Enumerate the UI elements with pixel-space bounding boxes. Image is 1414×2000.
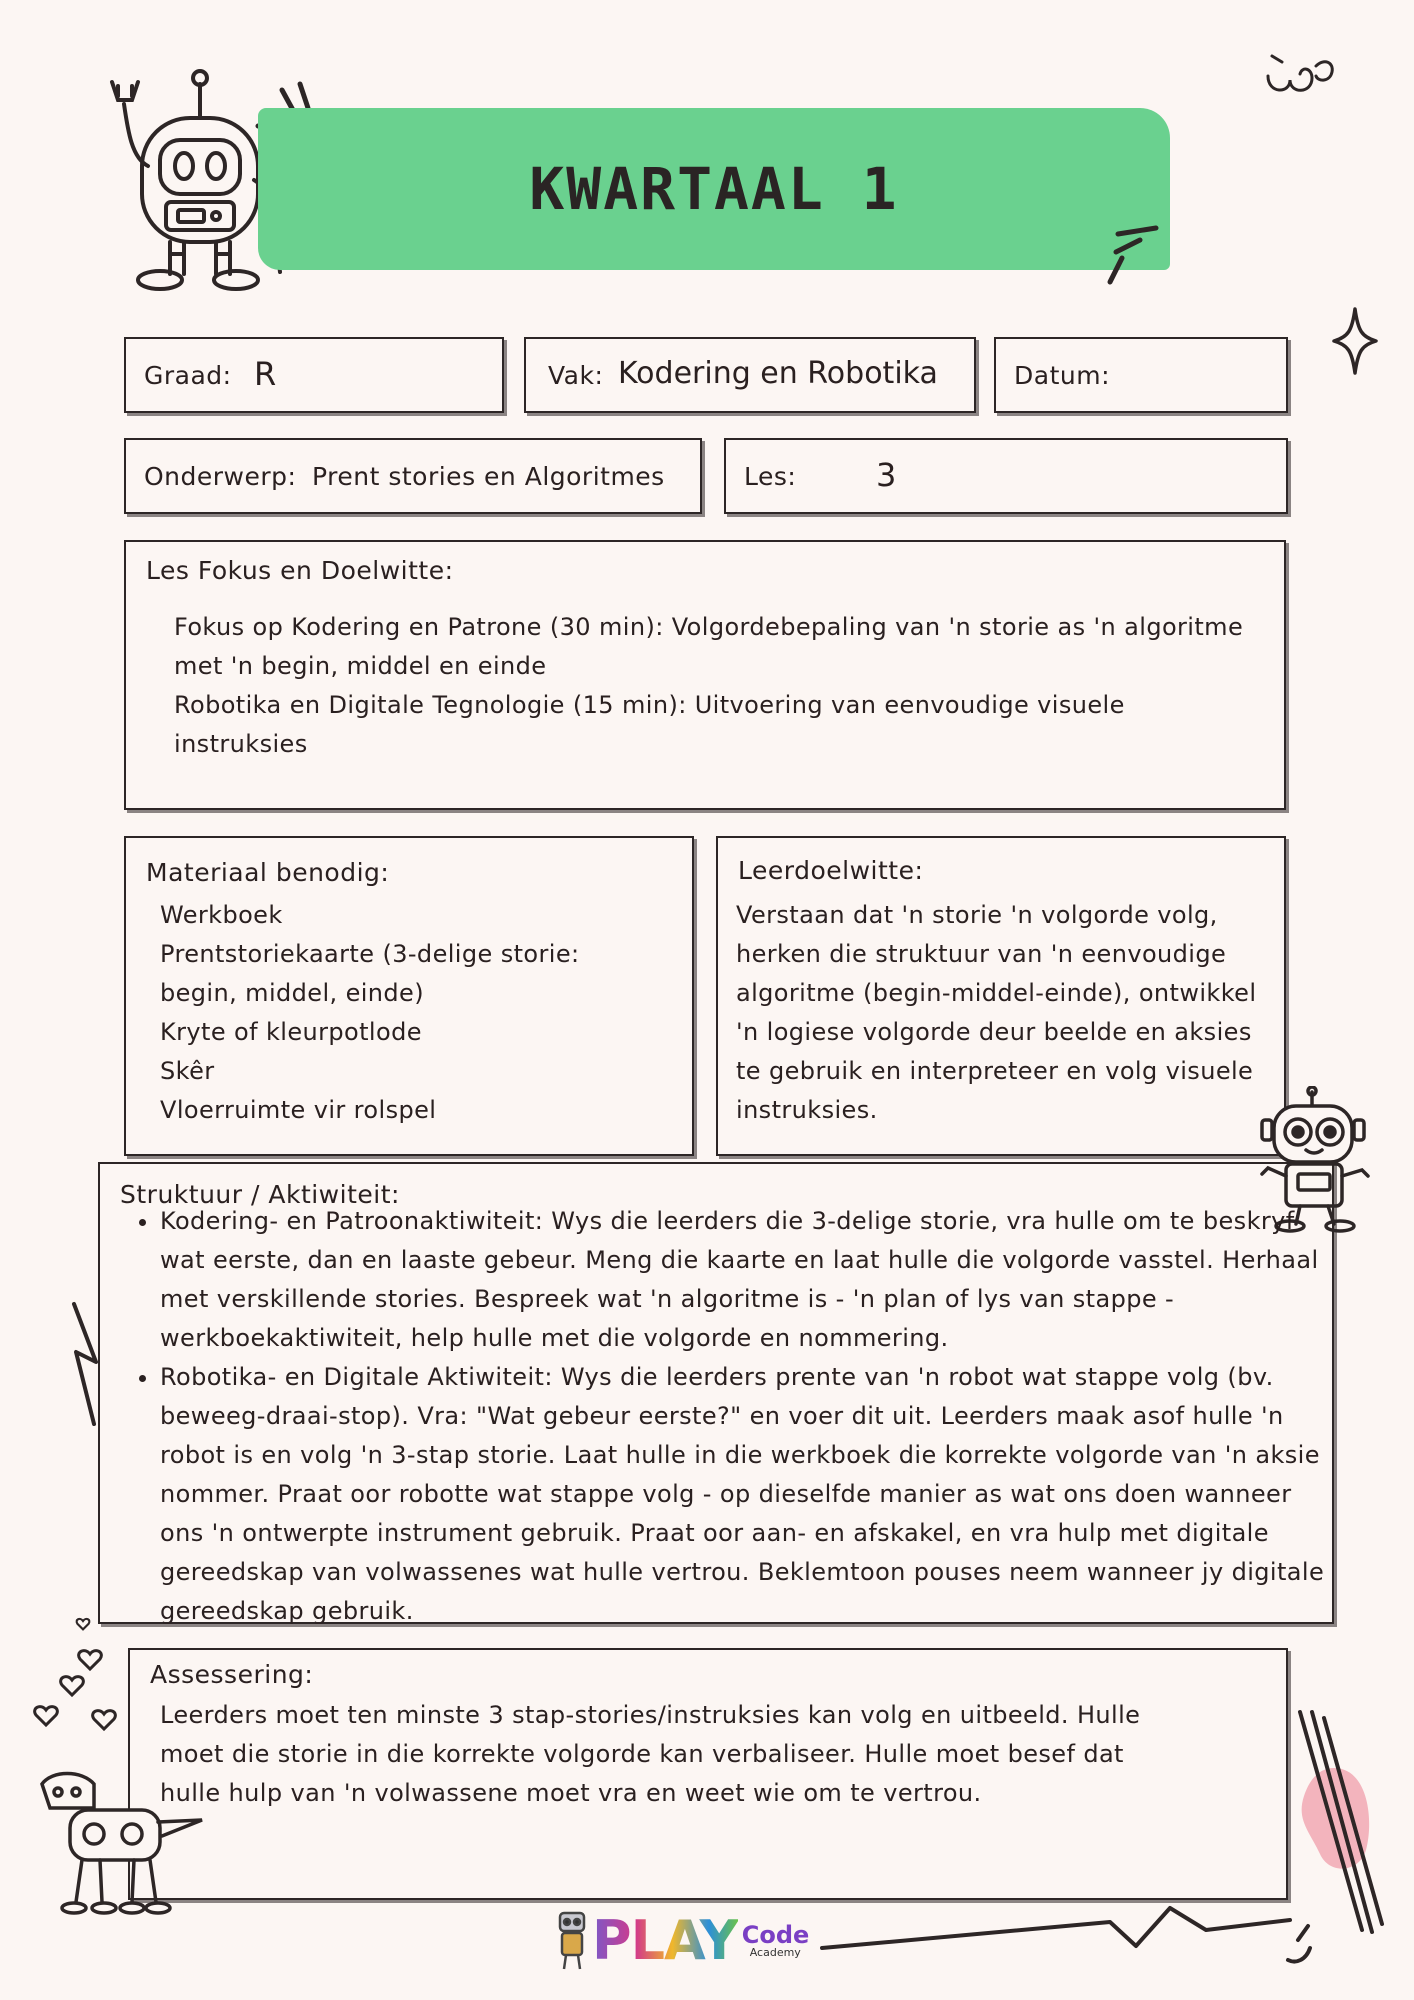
leerdoel-heading: Leerdoelwitte:	[738, 856, 924, 885]
datum-box	[994, 337, 1288, 413]
graad-value: R	[254, 355, 277, 393]
materiaal-heading: Materiaal benodig:	[146, 858, 390, 887]
page-title: KWARTAAL 1	[529, 155, 899, 223]
materiaal-item: Prentstoriekaarte (3-delige storie: begin, middel, einde)	[160, 940, 580, 1007]
struktuur-box	[98, 1162, 1334, 1624]
hearts-doodle-icon	[30, 1614, 120, 1754]
leerdoel-box	[716, 836, 1286, 1156]
onderwerp-box	[124, 438, 702, 514]
materiaal-item: Kryte of kleurpotlode	[160, 1018, 422, 1046]
vak-value: Kodering en Robotika	[618, 356, 938, 391]
squiggle-line-icon	[820, 1890, 1320, 1980]
fokus-heading: Les Fokus en Doelwitte:	[146, 556, 454, 585]
datum-label: Datum:	[1014, 361, 1110, 390]
materiaal-item: Vloerruimte vir rolspel	[160, 1096, 437, 1124]
struktuur-item: • Robotika- en Digitale Aktiwiteit: Wys die leerders prente van 'n robot wat stappe volg (bv. beweeg-draai-stop). Vra: "Wat gebeur eerste?" en voer dit uit. Leerders maak asof hulle 'n robot is en volg 'n 3-stap storie. Laat hulle in die werkboek die korrekte volgorde van 'n aksie nommer. Praat oor robotte wat stappe volg - op dieselfde manier as wat ons doen wanneer ons 'n ontwerpte instrument gebruik. Praat oor aan- en afskakel, en vra hulp met digitale gereedskap van volwassenes wat hulle vertrou. Beklemtoon pouses neem wanneer jy digitale gereedskap gebruik.	[160, 1358, 1340, 1631]
les-label: Les:	[744, 462, 797, 491]
struktuur-list	[122, 1202, 1340, 1631]
struktuur-item: • Kodering- en Patroonaktiwiteit: Wys die leerders die 3-delige storie, vra hulle om te beskryf wat eerste, dan en laaste gebeur. Meng die kaarte en laat hulle die volgorde vasstel. Herhaal met verskillende stories. Bespreek wat 'n algoritme is - 'n plan of lys van stappe - werkboekaktiwiteit, help hulle met die volgorde en nommering.	[160, 1202, 1340, 1358]
graad-label: Graad:	[144, 361, 232, 390]
banner-accent-strokes-icon	[1100, 222, 1170, 292]
title-banner	[258, 108, 1170, 270]
leerdoel-text: Verstaan dat 'n storie 'n volgorde volg, herken die struktuur van 'n eenvoudige algoritme (begin-middel-einde), ontwikkel 'n logiese volgorde deur beelde en aksies te gebruik en interpreteer en volg visuele instruksies.	[736, 901, 1257, 1124]
graad-box	[124, 337, 504, 413]
robot-mascot-icon	[552, 1909, 592, 1971]
sparkle-star-icon	[1330, 305, 1380, 377]
materiaal-box	[124, 836, 694, 1156]
assessering-text: Leerders moet ten minste 3 stap-stories/instruksies kan volg en uitbeeld. Hulle moet die storie in die korrekte volgorde kan verbaliseer. Hulle moet besef dat hulle hulp van 'n volwassene moet vra en weet wie om te vertrou.	[160, 1701, 1141, 1807]
onderwerp-value: Prent stories en Algoritmes	[312, 462, 665, 491]
robot-dog-icon	[36, 1762, 206, 1922]
onderwerp-label: Onderwerp:	[144, 462, 297, 491]
vak-box	[524, 337, 976, 413]
playcode-logo	[552, 1906, 832, 1974]
assessering-heading: Assessering:	[150, 1660, 314, 1689]
fokus-line-1: Fokus op Kodering en Patrone (30 min): Volgordebepaling van 'n storie as 'n algoritme met 'n begin, middel en einde	[174, 613, 1244, 680]
materiaal-item: Skêr	[160, 1057, 215, 1085]
struktuur-heading: Struktuur / Aktiwiteit:	[120, 1180, 400, 1209]
fokus-box	[124, 540, 1286, 810]
logo-academy-text: Academy	[749, 1945, 801, 1959]
fokus-line-2: Robotika en Digitale Tegnologie (15 min): Uitvoering van eenvoudige visuele instruksies	[174, 691, 1125, 758]
swirl-doodle-icon	[1260, 46, 1340, 106]
logo-play-text: PLAY	[592, 1908, 738, 1972]
les-value: 3	[876, 456, 897, 494]
materiaal-list	[160, 896, 650, 1130]
assessering-box	[128, 1648, 1288, 1900]
materiaal-item: Werkboek	[160, 901, 283, 929]
vak-label: Vak:	[548, 361, 604, 390]
logo-code-text: Code	[741, 1920, 810, 1949]
les-box	[724, 438, 1288, 514]
